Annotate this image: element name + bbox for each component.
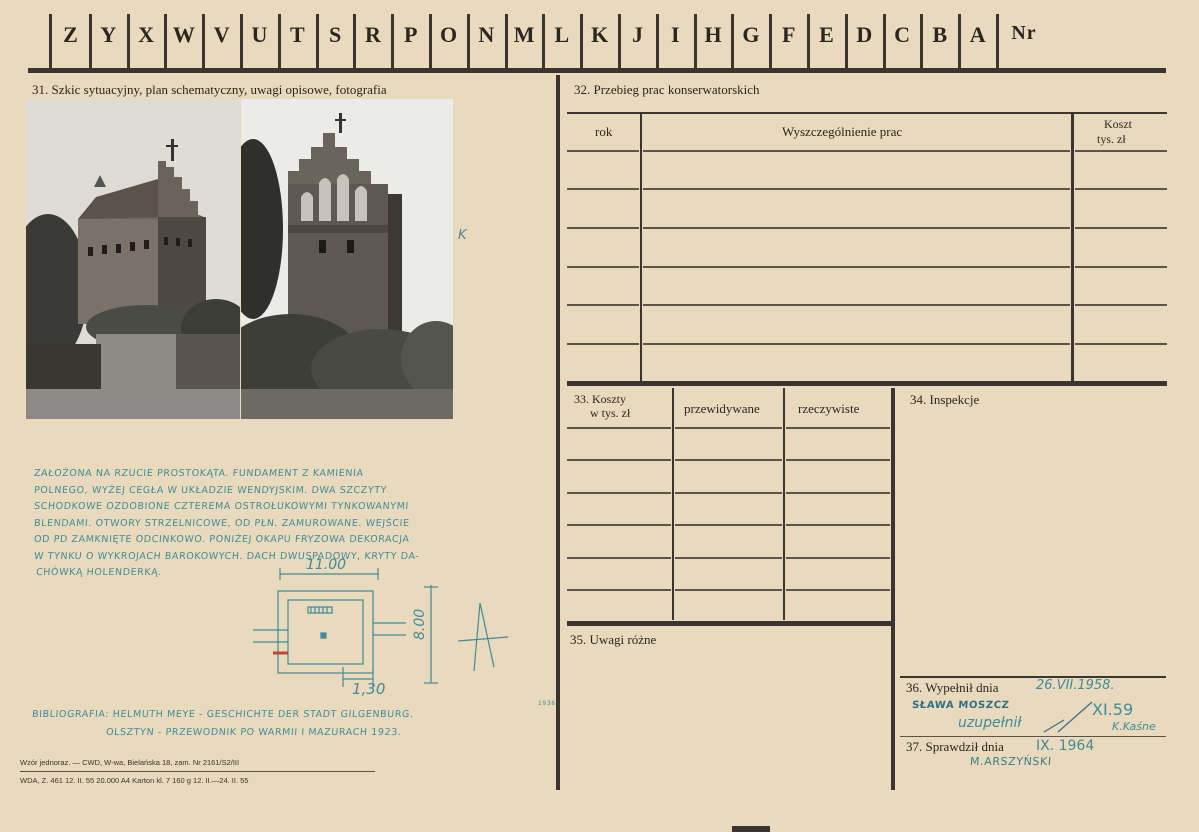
table-32-row-line <box>643 304 1070 306</box>
bibliography-line-1: BIBLIOGRAFIA: HELMUTH MEYE - GESCHICHTE DER STADT GILGENBURG. <box>31 709 414 720</box>
bottom-tab-mark <box>732 826 770 832</box>
table-33-row-line <box>675 492 782 494</box>
index-letter-o: O <box>439 22 459 47</box>
index-letter-u: U <box>251 22 269 47</box>
table-33-row-line <box>675 589 782 591</box>
table-32-row-line <box>567 227 639 229</box>
index-letter-s: S <box>328 22 343 47</box>
index-letter-n: N <box>478 22 496 47</box>
description-line: BLENDAMI. OTWORY STRZELNICOWE, OD PŁN. ZAMUROWANE. WEJŚCIE <box>33 517 410 529</box>
floor-plan-sketch <box>248 555 528 705</box>
table-32-row-line <box>1075 188 1167 190</box>
table-32-row-line <box>643 343 1070 345</box>
index-letter-j: J <box>632 22 644 47</box>
table-32-row-line <box>1075 304 1167 306</box>
section-37-top-rule <box>900 736 1166 737</box>
table-32-row-line <box>1075 150 1167 152</box>
section-37-date: IX. 1964 <box>1036 738 1095 754</box>
table-33-row-line <box>567 492 671 494</box>
index-letter-p: P <box>403 22 419 47</box>
section-37-label: 37. Sprawdził dnia <box>906 739 1004 754</box>
col-planned-header: przewidywane <box>684 401 760 416</box>
index-letter-b: B <box>932 22 949 47</box>
section-35-label: 35. Uwagi różne <box>570 632 657 647</box>
table-32-row-line <box>1075 343 1167 345</box>
table-32-row-line <box>567 266 639 268</box>
index-letter-d: D <box>856 22 874 47</box>
church-photo-left <box>26 99 240 419</box>
table-33-row-line <box>567 459 671 461</box>
section-36-top-rule <box>900 676 1166 678</box>
church-photo-right <box>241 99 453 419</box>
index-letter-m: M <box>513 22 536 47</box>
bibliography-superscript: 1936 <box>537 700 556 707</box>
table-32-row-line <box>567 343 639 345</box>
section-36-note-date: XI.59 <box>1092 700 1134 719</box>
index-letter-t: T <box>289 22 306 47</box>
col-cost-header-2: tys. zł <box>1097 132 1126 146</box>
index-letter-c: C <box>894 22 912 47</box>
section-32-label: 32. Przebieg prac konserwatorskich <box>574 82 760 97</box>
main-vertical-divider <box>556 75 560 790</box>
photo-mark: K <box>458 228 467 243</box>
col-cost-header-1: Koszt <box>1104 117 1132 131</box>
table-32-row-line <box>1075 227 1167 229</box>
description-line: ZAŁOŻONA NA RZUCIE PROSTOKĄTA. FUNDAMENT Z KAMIENIA <box>33 468 364 479</box>
table-33-row-line <box>675 459 782 461</box>
description-line: CHÓWKĄ HOLENDERKĄ. <box>35 567 163 578</box>
index-letter-y: Y <box>100 22 118 47</box>
index-letter-v: V <box>213 22 231 47</box>
table-33-row-line <box>786 492 890 494</box>
index-letter-l: L <box>554 22 571 47</box>
table-33-row-line <box>786 524 890 526</box>
description-line: SCHODKOWE OZDOBIONE CZTEREMA OSTROŁUKOWYMI TYNKOWANYMI <box>33 501 410 512</box>
church-tower-closeup-image <box>241 99 453 419</box>
table-33-row-line <box>675 427 782 429</box>
index-letter-h: H <box>704 22 723 47</box>
col-actual-header: rzeczywiste <box>798 401 860 416</box>
section-36-name: SŁAWA MOSZCZ <box>911 700 1010 711</box>
index-letter-g: G <box>742 22 761 47</box>
table-32-top-rule <box>567 112 1167 114</box>
section-36-date: 26.VII.1958. <box>1036 678 1115 693</box>
section-33-34-divider <box>891 388 895 790</box>
section-31-label: 31. Szkic sytuacyjny, plan schematyczny, uwagi opisowe, fotografia <box>32 82 387 97</box>
table-33-row-line <box>786 589 890 591</box>
description-line: POLNEGO, WYŻEJ CEGŁA W UKŁADZIE WENDYJSKIM. DWA SZCZYTY <box>33 484 388 496</box>
table-32-bottom-rule <box>567 381 1167 386</box>
table-33-row-line <box>786 557 890 559</box>
index-letter-f: F <box>781 22 797 47</box>
index-letter-z: Z <box>63 22 79 47</box>
description-line: W TYNKU O WYKROJACH BAROKOWYCH. DACH DWUSPADOWY, KRYTY DA- <box>33 550 420 562</box>
printer-divider <box>20 771 375 772</box>
table-32-row-line <box>643 188 1070 190</box>
header-bottom-rule <box>28 68 1166 73</box>
header-separator <box>996 14 999 68</box>
description-line: OD PD ZAMKNIĘTE ODCINKOWO. PONIŻEJ OKAPU FRYZOWA DEKORACJA <box>33 534 410 545</box>
section-36-note: uzupełnił <box>958 715 1022 731</box>
printer-info-line-2: WDA, Z. 461 12. II. 55 20.000 A4 Karton kl. 7 160 g 12. II.—24. II. 55 <box>20 776 249 785</box>
index-letter-a: A <box>969 22 987 47</box>
table-33-col-divider-1 <box>672 388 674 620</box>
table-32-row-line <box>567 304 639 306</box>
bibliography-line-2: OLSZTYN - PRZEWODNIK PO WARMII I MAZURACH 1923. <box>105 727 402 738</box>
table-32-row-line <box>643 227 1070 229</box>
printer-info-line-1: Wzór jednoraz. — CWD, W-wa, Bielańska 18, zam. Nr 2161/S2/III <box>20 758 240 767</box>
table-32-row-line <box>643 266 1070 268</box>
plan-wall-dimension: 1,30 <box>352 680 386 698</box>
table-32-col-divider-2 <box>1071 113 1074 381</box>
table-32-col-divider-1 <box>640 113 642 381</box>
index-letter-i: I <box>671 22 681 47</box>
table-33-row-line <box>567 589 671 591</box>
section-36-label: 36. Wypełnił dnia <box>906 680 999 695</box>
section-33-label-1: 33. Koszty <box>574 392 626 406</box>
table-33-row-line <box>786 427 890 429</box>
table-32-row-line <box>1075 266 1167 268</box>
index-letter-e: E <box>819 22 835 47</box>
church-tower-image <box>26 99 240 419</box>
signature-stroke <box>1040 698 1100 738</box>
index-letter-x: X <box>138 22 156 47</box>
table-33-row-line <box>786 459 890 461</box>
table-32-row-line <box>567 188 639 190</box>
section-36-note-sign: K.Kaśne <box>1112 720 1156 733</box>
index-number-label: Nr <box>1011 22 1037 44</box>
plan-height-dimension: 8.00 <box>412 608 428 640</box>
table-33-row-line <box>675 557 782 559</box>
table-32-row-line <box>643 150 1070 152</box>
section-33-label-2: w tys. zł <box>590 406 631 420</box>
table-33-row-line <box>567 524 671 526</box>
section-34-label: 34. Inspekcje <box>910 392 980 407</box>
table-33-row-line <box>567 557 671 559</box>
col-works-header: Wyszczególnienie prac <box>782 124 903 139</box>
header-separator <box>49 14 52 68</box>
index-letter-k: K <box>591 22 610 47</box>
table-33-row-line <box>675 524 782 526</box>
table-33-bottom-rule <box>567 621 894 626</box>
table-33-row-line <box>567 427 671 429</box>
section-37-name: M.ARSZYŃSKI <box>969 755 1053 768</box>
index-letter-w: W <box>172 22 196 47</box>
plan-width-dimension: 11.00 <box>306 557 347 573</box>
col-rok-header: rok <box>595 124 613 139</box>
index-letter-r: R <box>364 22 382 47</box>
table-32-row-line <box>567 150 639 152</box>
table-33-col-divider-2 <box>783 388 785 620</box>
